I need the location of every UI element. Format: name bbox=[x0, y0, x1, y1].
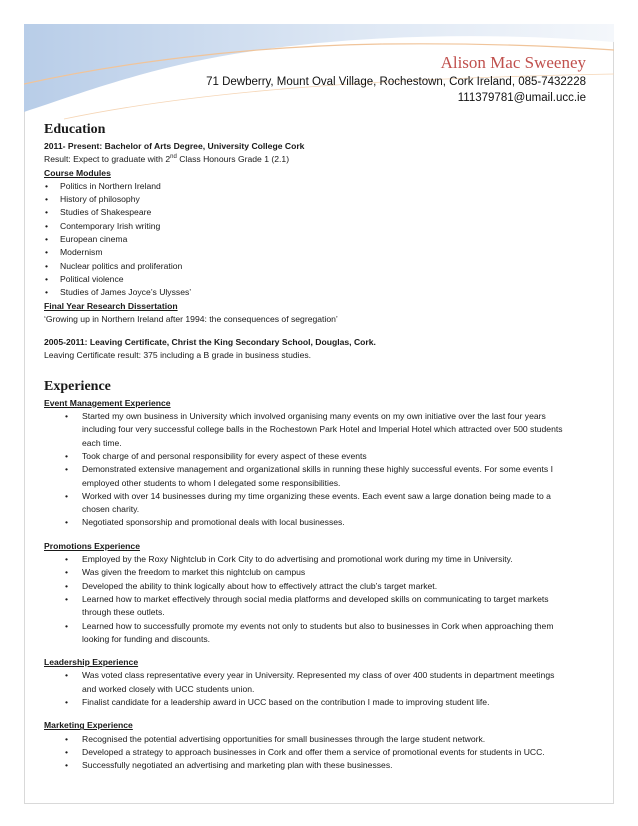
list-item: • Employed by the Roxy Nightclub in Cork City to do advertising and promotional work during my time in University. bbox=[44, 553, 574, 566]
list-item: • Modernism bbox=[44, 246, 574, 259]
list-item: • Finalist candidate for a leadership award in UCC based on the contribution I made to improving student life. bbox=[44, 696, 574, 709]
leadership-heading: Leadership Experience bbox=[44, 657, 139, 668]
dissertation-title: ‘Growing up in Northern Ireland after 1994: the consequences of segregation’ bbox=[44, 313, 338, 324]
school-result: Leaving Certificate result: 375 including a B grade in business studies. bbox=[44, 350, 312, 361]
list-item: • Negotiated sponsorship and promotional deals with local businesses. bbox=[44, 516, 574, 529]
school-line: 2005-2011: Leaving Certificate, Christ the King Secondary School, Douglas, Cork. bbox=[44, 337, 376, 348]
list-item: • History of philosophy bbox=[44, 193, 574, 206]
list-item: • Learned how to market effectively through social media platforms and developed skills on communicating to target markets through these outlets. bbox=[44, 593, 574, 620]
list-item: • Learned how to successfully promote my events not only to students but also to businesses in Cork when approaching them looking for funding and discounts. bbox=[44, 620, 574, 647]
list-item: • European cinema bbox=[44, 233, 574, 246]
list-item: • Started my own business in University which involved organising many events on my own initiative over the last four years including four very successful college balls in the Rochestown Park Hotel and Imperial Hotel which attracted over 500 students each time. bbox=[44, 410, 574, 450]
course-modules-heading: Course Modules bbox=[44, 167, 111, 178]
resume-body bbox=[44, 120, 574, 772]
list-item: • Political violence bbox=[44, 273, 574, 286]
list-item: • Developed the ability to think logically about how to effectively attract the club’s target market. bbox=[44, 580, 574, 593]
list-item: • Worked with over 14 businesses during my time organizing these events. Each event saw a large donation being made to a chosen charity. bbox=[44, 490, 574, 517]
education-heading: Education bbox=[44, 122, 106, 137]
experience-heading: Experience bbox=[44, 378, 111, 394]
list-item: • Contemporary Irish writing bbox=[44, 220, 574, 233]
candidate-name: Alison Mac Sweeney bbox=[440, 53, 586, 72]
promotions-list bbox=[44, 553, 574, 646]
list-item: • Politics in Northern Ireland bbox=[44, 180, 574, 193]
list-item: • Demonstrated extensive management and organizational skills in running these highly successful events. For some events I employed other students to whom I delegated some responsibilities. bbox=[44, 463, 574, 490]
promotions-heading: Promotions Experience bbox=[44, 540, 140, 551]
dissertation-heading: Final Year Research Dissertation bbox=[44, 300, 178, 311]
leadership-list bbox=[44, 669, 574, 709]
resume-header bbox=[206, 52, 586, 106]
list-item: • Successfully negotiated an advertising and marketing plan with these businesses. bbox=[44, 759, 574, 772]
list-item: • Nuclear politics and proliferation bbox=[44, 260, 574, 273]
degree-line: 2011- Present: Bachelor of Arts Degree, University College Cork bbox=[44, 141, 305, 151]
marketing-heading: Marketing Experience bbox=[44, 720, 133, 731]
list-item: • Took charge of and personal responsibility for every aspect of these events bbox=[44, 450, 574, 463]
marketing-list bbox=[44, 733, 574, 773]
list-item: • Studies of Shakespeare bbox=[44, 206, 574, 219]
event-management-list bbox=[44, 410, 574, 530]
list-item: • Developed a strategy to approach businesses in Cork and offer them a service of promotional events for students in UCC. bbox=[44, 746, 574, 759]
list-item: • Recognised the potential advertising opportunities for small businesses through the large student network. bbox=[44, 733, 574, 746]
event-management-heading: Event Management Experience bbox=[44, 397, 171, 408]
list-item: • Was given the freedom to market this nightclub on campus bbox=[44, 566, 574, 579]
contact-address: 71 Dewberry, Mount Oval Village, Rochestown, Cork Ireland, 085-7432228 bbox=[206, 76, 586, 88]
list-item: • Studies of James Joyce’s Ulysses’ bbox=[44, 286, 574, 299]
course-modules-list bbox=[44, 180, 574, 300]
contact-email: 111379781@umail.ucc.ie bbox=[457, 92, 586, 104]
list-item: • Was voted class representative every year in University. Represented my class of over 400 students in department meetings and worked closely with UCC students union. bbox=[44, 669, 574, 696]
degree-result: Result: Expect to graduate with 2nd Class Honours Grade 1 (2.1) bbox=[44, 154, 290, 165]
